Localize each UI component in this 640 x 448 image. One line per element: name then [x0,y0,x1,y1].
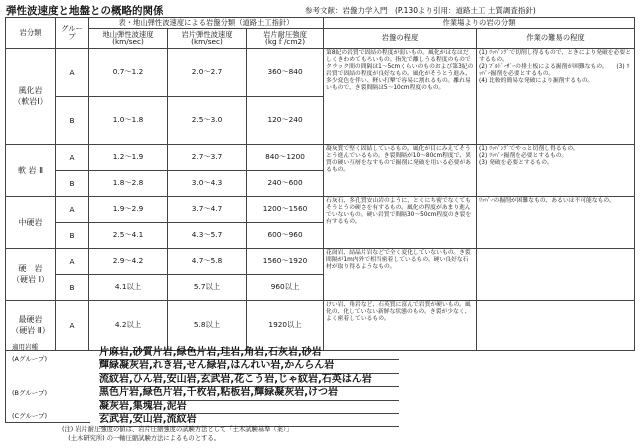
group-cell: B [56,274,89,300]
rock-class-cell: 最硬岩 （硬岩 Ⅱ） [6,300,56,350]
group-cell: B [56,222,89,248]
state-cell: けい岩、角岩など、石英質に富んで岩質が硬いもの。風化の、化していない新鮮な状態のもの。き裂が少なく、よく密着しているもの。 [324,300,477,350]
velocity-cell: 2.5～4.1 [89,222,168,248]
group-c-rocks-line: 玄武岩,安山岩,流紋岩 [99,414,399,427]
method-cell: ﾘｯﾊﾟｰの掘削が困難なもの、あるいは不可能なもの。 [477,196,635,248]
state-cell: 花崗岩、結晶片岩などで全く変化していないもの。き裂間隔が1m内外で相当密着しているもの。硬い良好な石材が取り得るようなもの。 [324,248,477,300]
reference-text: 参考文献：岩盤力学入門 (P.130より引用：道路土工 土質調査指針) [305,6,536,15]
col-state-header: 岩盤の程度 [324,28,477,48]
rock-list [99,347,399,427]
velocity-cell: 1.0～1.8 [89,96,168,144]
group-cell: A [56,48,89,96]
footnote: (注) 岩片耐圧強度の値は、岩片圧縮強度の試験方法として「土木試験基準（案）」 (土木研究所) の一軸圧縮試験方法によるものとする。 [62,426,293,442]
core-velocity-cell: 3.7～4.7 [168,196,247,222]
velocity-cell: 4.2以上 [89,300,168,350]
col-group-header: グループ [56,18,89,49]
group-b-rocks-line: 凝灰岩,集塊岩,泥岩 [99,401,399,414]
strength-cell: 360～840 [247,48,324,96]
group-b-label: (Bグループ) [12,389,48,397]
core-velocity-cell: 2.7～3.7 [168,144,247,170]
method-cell: (1) ﾘｯﾊﾟﾝｸﾞでやっと切削し得るもの。 (2) ﾘｯﾊﾟｰ掘削を必要とするもの。 (3) 発破を必要とするもの。 [477,144,635,196]
group-a-label: (Aグループ) [12,355,47,363]
rock-class-cell: 中硬岩 [6,196,56,248]
velocity-cell: 4.1以上 [89,274,168,300]
rock-groups-labels [5,342,90,423]
col-class-header: 岩分類 [6,18,56,49]
group-header: 表・地山弾性波速度による岩盤分類（道路土工指針） [89,18,324,29]
method-cell [477,248,635,300]
col-method-header: 作業の難易の程度 [477,28,635,48]
strength-cell: 840～1200 [247,144,324,170]
velocity-cell: 1.9～2.9 [89,196,168,222]
rock-class-cell: 風化岩 （軟岩Ⅰ） [6,48,56,144]
group-cell: A [56,248,89,274]
core-velocity-cell: 5.7以上 [168,274,247,300]
core-velocity-cell: 4.3～5.7 [168,222,247,248]
table-row [6,144,635,170]
group-a-rocks-line: 輝緑凝灰岩,れき岩,せん緑岩,はんれい岩,かんらん岩 [99,360,399,373]
velocity-cell: 1.2～1.9 [89,144,168,170]
group-cell: B [56,170,89,196]
state-cell: 石灰石、多孔質安山岩のように、とくにち密でなくてもそうとうの硬さを有するもの。風化の程度があまり進んでいないもの。硬い岩質で間隔30～50cm程度のき裂を有するもの。 [324,196,477,248]
rock-groups-heading: 適用岩種 [12,343,38,351]
table-row [6,48,635,96]
method-cell: (1) ﾘｯﾊﾟﾝｸﾞで切削し得るもので、ときにより発破を必要とするもの。 (2) ﾌﾞﾙﾄﾞｰｻﾞｰの排土板による掘削が困難なもの。 (3) ﾘｯﾊﾟｰ掘削を必要とするもの。 (4) 比較的簡易な発破により掘削するもの。 [477,48,635,144]
rock-class-cell: 軟 岩 Ⅱ [6,144,56,196]
strength-cell: 600～960 [247,222,324,248]
group-a-rocks-line: 流紋岩,ひん岩,安山岩,玄武岩,花こう岩,じゃ紋岩,石英はん岩 [99,374,399,387]
strength-cell: 1560～1920 [247,248,324,274]
group-cell: A [56,196,89,222]
table-row [6,196,635,222]
velocity-cell: 2.9～4.2 [89,248,168,274]
velocity-cell: 1.8～2.8 [89,170,168,196]
state-cell: 第8紀の岩質で固結の程度が弱いもの。風化がはなはだしくきわめてもろいもの。指先で離しうる程度のものでクラック間の間隔は1～5cmくらいのものおよび第3紀の岩質で固結の程度が良好なもの。風化がそうとう進み、多少変色を伴い、軽い打撃で容易に割れるもの。離れ易いもので、き裂間隔は5～10cm程度のもの。 [324,48,477,144]
col-core-header: 岩片弾性波速度 (km/sec) [168,28,247,48]
core-velocity-cell: 4.7～5.8 [168,248,247,274]
core-velocity-cell: 2.5～3.0 [168,96,247,144]
strength-cell: 120～240 [247,96,324,144]
state-cell: 凝灰質で堅く固結しているもの。風化が目にみえてそうとう進んでいるもの。き裂間隔が10～80cm程度で、異質の硬い互層をなすもので掘削に発破を用いる必要があるもの。 [324,144,477,196]
core-velocity-cell: 2.0～2.7 [168,48,247,96]
col-strength-header: 岩片耐圧強度 (kgｆ/cm2) [247,28,324,48]
group-b-rocks-line: 黒色片岩,緑色片岩,千枚岩,粘板岩,輝緑凝灰岩,けつ岩 [99,387,399,400]
velocity-cell: 0.7～1.2 [89,48,168,96]
strength-cell: 240～600 [247,170,324,196]
page-title: 弾性波速度と地盤との概略的関係 [6,5,164,17]
group-cell: B [56,96,89,144]
table-row [6,248,635,274]
group-cell: A [56,144,89,170]
rock-groups-section [5,342,634,426]
core-velocity-cell: 3.0～4.3 [168,170,247,196]
core-velocity-cell: 5.8以上 [168,300,247,350]
col-velocity-header: 地山弾性波速度 (km/sec) [89,28,168,48]
strength-cell: 960以上 [247,274,324,300]
group-cell: A [56,300,89,350]
rock-classification-table [5,17,635,351]
strength-cell: 1920以上 [247,300,324,350]
field-header: 作業場よりの岩の分類 [324,18,635,29]
group-a-rocks-line: 片麻岩,砂質片岩,緑色片岩,珪岩,角岩,石灰岩,砂岩 [99,347,399,360]
rock-class-cell: 硬 岩 （硬岩 Ⅰ） [6,248,56,300]
strength-cell: 1200～1560 [247,196,324,222]
group-c-label: (Cグループ) [12,412,48,420]
